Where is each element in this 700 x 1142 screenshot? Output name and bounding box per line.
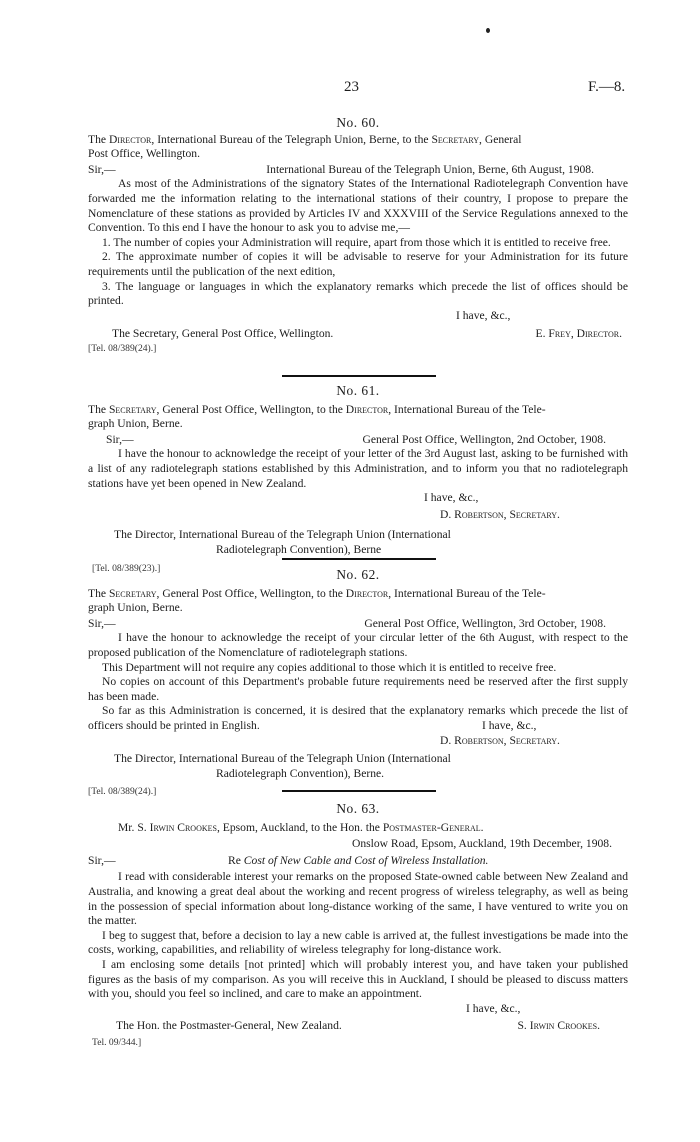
salutation: Sir,—	[106, 432, 134, 446]
letter-63-header: Mr. S. Irwin Crookes, Epsom, Auckland, to the Hon. the Postmaster-General.	[118, 820, 484, 834]
page-reference: F.—8.	[588, 79, 626, 95]
signer: E. Frey, Director.	[535, 327, 622, 341]
letter-62-body-3: No copies on account of this Department's probable future requirements need be reserved after the first supply has been made.	[88, 675, 628, 703]
letter-62-header: The Secretary, General Post Office, Wellington, to the Director, International Bureau of the Tele- graph Union, Berne.	[88, 586, 546, 615]
file-reference: [Tel. 08/389(24).]	[88, 786, 157, 798]
letter-63-body-1: I read with considerable interest your remarks on the proposed State-owned cable between New Zealand and Australia, and knowing a great deal about the working and recent progress of wireless telegraphy, as well as being in the possession of special information about long-distance working of the same, I have ventured to write you on the matter.	[88, 870, 628, 928]
closing: I have, &c.,	[466, 1001, 521, 1015]
letter-63-subject-line	[88, 854, 628, 869]
letter-61-title: No. 61.	[336, 383, 380, 398]
letter-60-item-2: 2. The approximate number of copies it will be advisable to reserve for your Administration for its future requirements until the publication of the next edition,	[88, 250, 628, 278]
closing: I have, &c.,	[456, 308, 511, 322]
addressee-line-2: Radiotelegraph Convention), Berne.	[216, 766, 385, 780]
salutation: Sir,—	[88, 853, 116, 867]
closing: I have, &c.,	[482, 718, 537, 732]
subject: Cost of New Cable and Cost of Wireless Installation.	[243, 853, 489, 867]
salutation: Sir,—	[88, 616, 116, 630]
page-number: 23	[344, 79, 359, 95]
letter-60	[88, 116, 628, 357]
salutation: Sir,—	[88, 162, 116, 176]
divider	[282, 375, 436, 377]
letter-63-signature-line	[88, 1019, 628, 1034]
addressee: The Hon. the Postmaster-General, New Zealand.	[116, 1019, 342, 1033]
letter-62-title: No. 62.	[336, 567, 380, 582]
letter-60-item-3: 3. The language or languages in which the explanatory remarks which precede the list of offices should be printed.	[88, 279, 628, 308]
signer: S. Irwin Crookes.	[517, 1019, 600, 1033]
letter-60-salutation-line	[88, 163, 628, 178]
letter-60-item-1: 1. The number of copies your Administration will require, apart from those which it is entitled to receive free.	[102, 235, 611, 249]
letter-62	[88, 568, 628, 800]
file-reference: [Tel. 08/389(24).]	[88, 342, 157, 354]
letter-62-body-4-wrap	[88, 704, 628, 733]
letter-61-header: The Secretary, General Post Office, Wellington, to the Director, International Bureau of the Tele- graph Union, Berne.	[88, 402, 546, 431]
subject-re: Re	[228, 853, 241, 867]
ink-dot	[486, 28, 490, 33]
letter-63	[88, 802, 628, 1051]
letter-62-body-2: This Department will not require any copies additional to those which it is entitled to receive free.	[102, 660, 557, 674]
letter-60-body: As most of the Administrations of the signatory States of the International Radiotelegraph Convention have forwarded me the information relating to the international stations of their country, I propose to prepare the Nomenclature of these stations as provided by Articles IV and XXXVIII of the Service Regulations annexed to the Convention. To this end I have the honour to ask you to advise me,—	[88, 177, 628, 235]
signer: D. Robertson, Secretary.	[440, 733, 560, 747]
dateline: General Post Office, Wellington, 2nd October, 1908.	[362, 432, 606, 446]
letter-61-salutation-line	[88, 433, 628, 448]
dateline: General Post Office, Wellington, 3rd October, 1908.	[364, 616, 606, 630]
letter-60-signature-line	[88, 327, 628, 342]
file-reference: [Tel. 08/389(23).]	[92, 562, 161, 574]
letter-63-body-3: I am enclosing some details [not printed] which will probably interest you, and have taken your published figures as the basis of my comparison. As you will receive this in Auckland, I should be pleased to discuss matters with you, should you feel so inclined, and care to make an appointment.	[88, 957, 628, 1001]
signer: D. Robertson, Secretary.	[440, 507, 560, 521]
dateline: International Bureau of the Telegraph Union, Berne, 6th August, 1908.	[266, 162, 594, 176]
letter-60-title: No. 60.	[336, 115, 380, 130]
letter-63-body-2: I beg to suggest that, before a decision to lay a new cable is arrived at, the fullest investigations be made into the costs, working, capabilities, and reliability of wireless telegraphy for long-distance work.	[88, 928, 628, 957]
letter-61	[88, 384, 628, 576]
letter-63-title: No. 63.	[336, 801, 380, 816]
divider	[282, 790, 436, 792]
letter-62-body-4: So far as this Administration is concerned, it is desired that the explanatory remarks which precede the list of officers should be printed in English.	[88, 704, 628, 732]
dateline: Onslow Road, Epsom, Auckland, 19th December, 1908.	[351, 837, 612, 851]
letter-60-header: The Director, International Bureau of the Telegraph Union, Berne, to the Secretary, General Post Office, Wellington.	[88, 132, 522, 161]
letter-61-body: I have the honour to acknowledge the receipt of your letter of the 3rd August last, asking to be furnished with a list of any radiotelegraph stations established by this Administration, and to inform you that no radiotelegraph stations have yet been opened in New Zealand.	[88, 447, 628, 490]
divider	[282, 558, 436, 560]
letter-62-salutation-line	[88, 617, 628, 632]
addressee-line-2: Radiotelegraph Convention), Berne	[216, 542, 382, 556]
letter-62-body-1: I have the honour to acknowledge the receipt of your circular letter of the 6th August, with respect to the proposed publication of the Nomenclature of radiotelegraph stations.	[88, 631, 628, 659]
addressee-line-1: The Director, International Bureau of the Telegraph Union (International	[114, 752, 451, 766]
file-reference: Tel. 09/344.]	[92, 1036, 142, 1048]
addressee-line-1: The Director, International Bureau of the Telegraph Union (International	[114, 528, 451, 542]
addressee: The Secretary, General Post Office, Wellington.	[112, 327, 334, 341]
closing: I have, &c.,	[424, 491, 479, 505]
